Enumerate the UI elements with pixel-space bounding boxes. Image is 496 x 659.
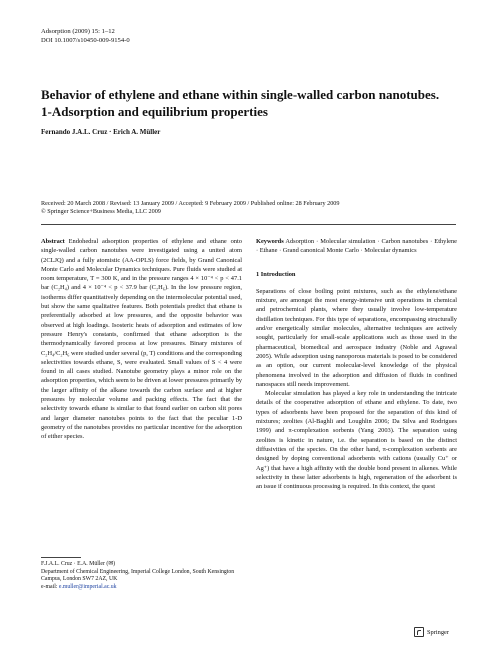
keywords-label: Keywords (256, 238, 284, 245)
keywords-text: Adsorption · Molecular simulation · Carbon nanotubes · Ethylene · Ethane · Grand canonical Monte Carlo · Molecular dynamics (256, 238, 458, 255)
footnote-names: F.J.A.L. Cruz · E.A. Müller (✉) (41, 561, 116, 567)
article-history: Received: 20 March 2008 / Revised: 13 January 2009 / Accepted: 9 February 2009 / Published online: 28 February 2009 (41, 200, 340, 207)
footnote-email-line (41, 584, 242, 592)
intro-paragraph-2: Molecular simulation has played a key role in understanding the intricate details of the cooperative adsorption of ethane and ethylene. To date, two types of adsorbents have been proposed for the separation of this kind of mixtures; zeolites (Al-Baghli and Loughlin 2006; Da Silva and Rodrigues 1999) and π-complexation sorbents (Yang 2003). The separation using zeolites is kinetic in nature, i.e. the separation is based on the distinct diffusivities of the species. On the other hand, π-complexation sorbents are designed by doping conventional adsorbents with cations (usually Cu⁺ or Ag⁺) that have a high affinity with the double bond present in alkenes. While selectivity in these latter adsorbents is high, regeneration of the adsorbent is an issue if continuous processing is required. In this context, the quest (256, 390, 457, 491)
footnote (41, 561, 242, 591)
intro-paragraph-1: Separations of close boiling point mixtures, such as the ethylene/ethane mixture, are amongst the most energy-intensive unit operations in chemical and petrochemical plants, where they usually involve low-temperature distillation techniques. For this type of separations, encompassing structurally and/or energetically similar molecules, alternative techniques are actively sought, particularly for small-scale applications such as those used in the pharmaceutical, biomedical and aerospace industry (Noble and Agrawal 2005). While adsorption using nanoporous materials is posed to be considered as an option, our current molecular-level knowledge of the physical phenomena involved in the adsorption and diffusion of fluids in confined nanospaces still needs improvement. (256, 287, 457, 388)
springer-horse-icon (414, 627, 424, 637)
publisher-logo (414, 627, 449, 637)
article-authors: Fernando J.A.L. Cruz · Erich A. Müller (41, 128, 161, 136)
email-link[interactable]: e.muller@imperial.ac.uk (58, 583, 117, 590)
section-heading: 1 Introduction (256, 270, 296, 278)
article-title: Behavior of ethylene and ethane within single-walled carbon nanotubes. 1-Adsorption and equilibrium properties (41, 87, 440, 119)
journal-header (41, 27, 130, 45)
footnote-divider (41, 557, 81, 558)
abstract (41, 237, 242, 442)
footnote-affiliation: Department of Chemical Engineering, Imperial College London, South Kensington Campus, London SW7 2AZ, UK (41, 568, 235, 583)
keywords (256, 237, 457, 256)
abstract-text: Endohedral adsorption properties of ethylene and ethane onto single-walled carbon nanotubes were investigated using a united atom (2CLJQ) and a fully atomistic (AA-OPLS) force fields, by Grand Canonical Monte Carlo and Molecular Dynamics techniques. Pure fluids were studied at room temperature, T = 300 K, and in the pressure ranges 4 × 10⁻⁴ < p < 47.1 bar (C₂H₄) and 4 × 10⁻⁴ < p < 37.9 bar (C₂H₆). In the low pressure region, isotherms differ quantitatively depending on the intermolecular potential used, but show the same qualitative features. Both potentials predict that ethane is preferentially adsorbed at low pressures, and the opposite behavior was observed at high loadings. Isosteric heats of adsorption and estimates of low pressure Henry's constants, confirmed that ethane adsorption is the thermodynamically favored process at low pressures. Binary mixtures of C₂H₄/C₂H₆ were studied under several (p, T) conditions and the corresponding selectivities towards ethane, S, were evaluated. Small values of S < 4 were found in all cases studied. Nanotube geometry plays a minor role on the adsorption properties, which seem to be driven at lower pressures primarily by the larger affinity of the alkane towards the carbon surface and at higher pressures by molecular volume and packing effects. The fact that the selectivity towards ethane is similar to that found earlier on carbon slit pores and larger diameter nanotubes points to the fact that the peculiar 1-D geometry of the nanotubes provides no particular incentive for the adsorption of either species. (41, 238, 242, 441)
article-history-block (41, 200, 461, 216)
publisher-name: Springer (427, 628, 450, 636)
right-column (256, 237, 457, 491)
divider (41, 224, 456, 225)
email-label: e-mail: (41, 583, 59, 590)
left-column (41, 237, 242, 442)
article-copyright: © Springer Science+Business Media, LLC 2009 (41, 208, 161, 215)
abstract-label: Abstract (41, 238, 65, 245)
journal-citation: Adsorption (2009) 15: 1–12 (41, 28, 115, 35)
journal-doi: DOI 10.1007/s10450-009-9154-0 (41, 37, 130, 44)
